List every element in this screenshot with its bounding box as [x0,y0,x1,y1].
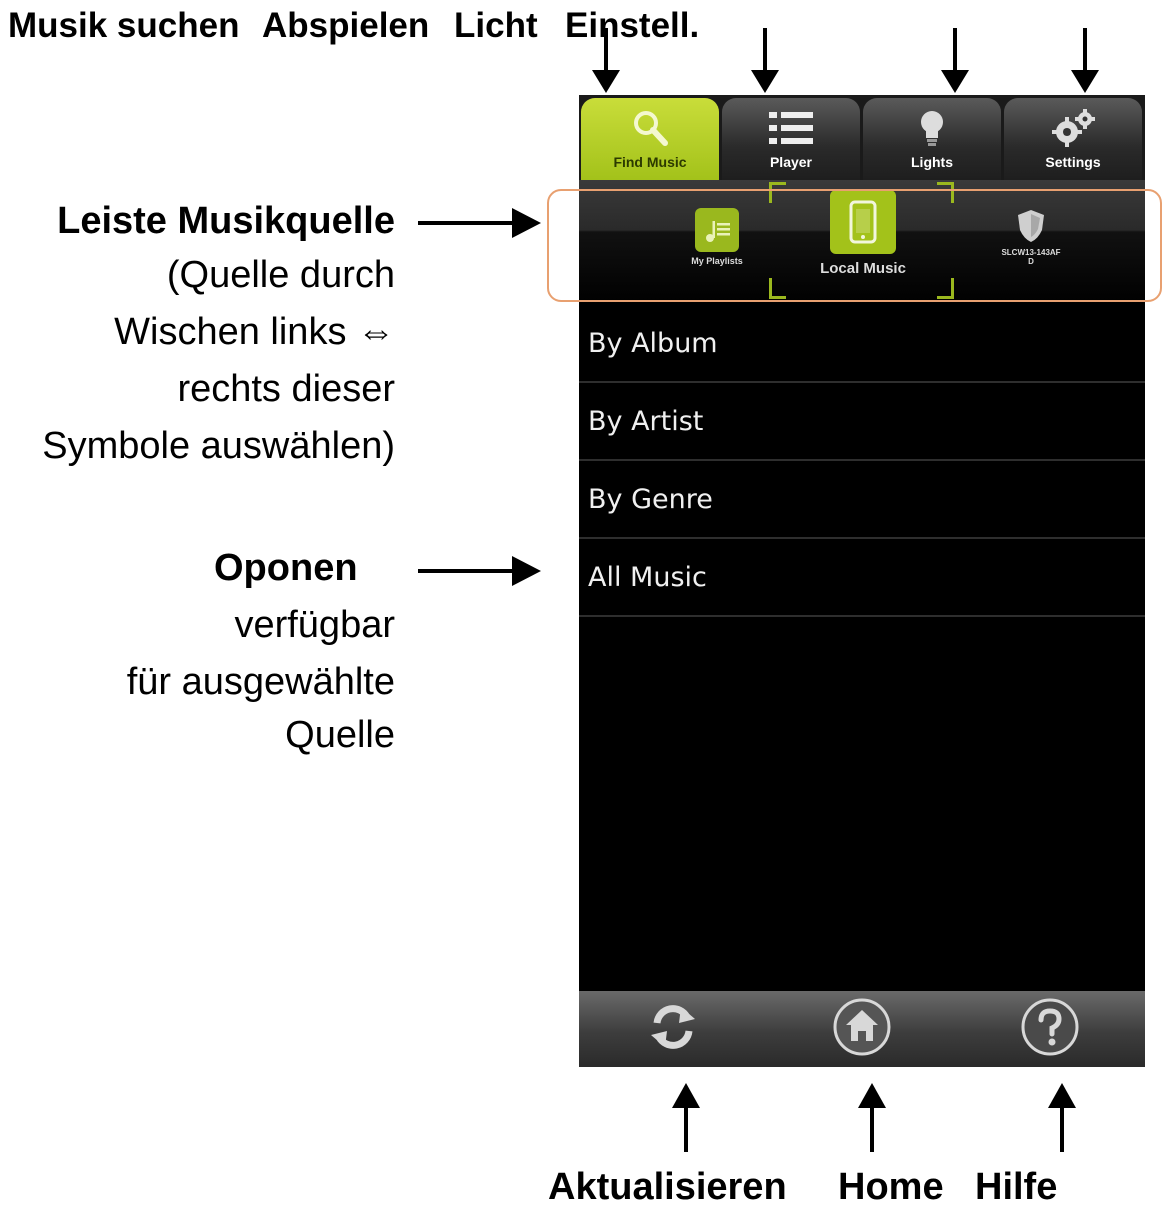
tab-find-music[interactable] [581,98,719,180]
lightbulb-icon [863,108,1001,148]
annotation-options-line: Quelle [285,714,395,756]
home-icon [832,997,892,1062]
tab-settings[interactable] [1004,98,1142,180]
source-bar-highlight [547,189,1162,302]
tab-label: Lights [911,154,953,170]
annotation-refresh: Aktualisieren [548,1166,787,1208]
home-button[interactable] [831,998,893,1060]
music-options-list [579,305,1145,617]
tab-label: Find Music [613,154,687,170]
source-label: My Playlists [691,256,743,266]
annotation-options-title: Oponen [214,547,358,589]
bottom-toolbar [579,991,1145,1067]
list-item-by-genre[interactable]: By Genre [579,461,1145,539]
help-button[interactable] [1019,998,1081,1060]
annotation-settings: Einstell. [565,6,700,45]
annotation-options-line: verfügbar [234,604,395,646]
annotation-source-bar-line: rechts dieser [177,368,395,410]
annotation-source-bar-line: Symbole auswählen) [42,425,395,467]
refresh-icon [645,999,701,1060]
tab-bar [579,95,1145,180]
refresh-button[interactable] [642,998,704,1060]
annotation-player: Abspielen [262,6,430,45]
annotation-source-bar-line: (Quelle durch [166,254,395,296]
annotation-options-line: für ausgewählte [126,661,395,703]
source-label: SLCW13-143AF [1001,248,1061,257]
list-item-by-album[interactable]: By Album [579,305,1145,383]
tab-player[interactable] [722,98,860,180]
search-icon [581,108,719,148]
list-item-by-artist[interactable]: By Artist [579,383,1145,461]
list-item-all-music[interactable]: All Music [579,539,1145,617]
annotation-source-bar-line: Wischen links ⇔ [114,311,395,353]
list-icon [722,108,860,148]
source-label-line2: D [1028,257,1034,266]
tab-label: Settings [1045,154,1101,170]
tab-lights[interactable] [863,98,1001,180]
help-icon [1020,997,1080,1062]
annotation-lights: Licht [454,6,538,45]
annotation-find-music: Musik suchen [8,6,240,45]
annotation-source-bar-title: Leiste Musikquelle [57,200,395,242]
gear-icon [1004,108,1142,148]
source-label: Local Music [820,260,906,277]
annotation-help: Hilfe [975,1166,1058,1208]
tab-label: Player [769,154,813,170]
annotation-home: Home [838,1166,944,1208]
